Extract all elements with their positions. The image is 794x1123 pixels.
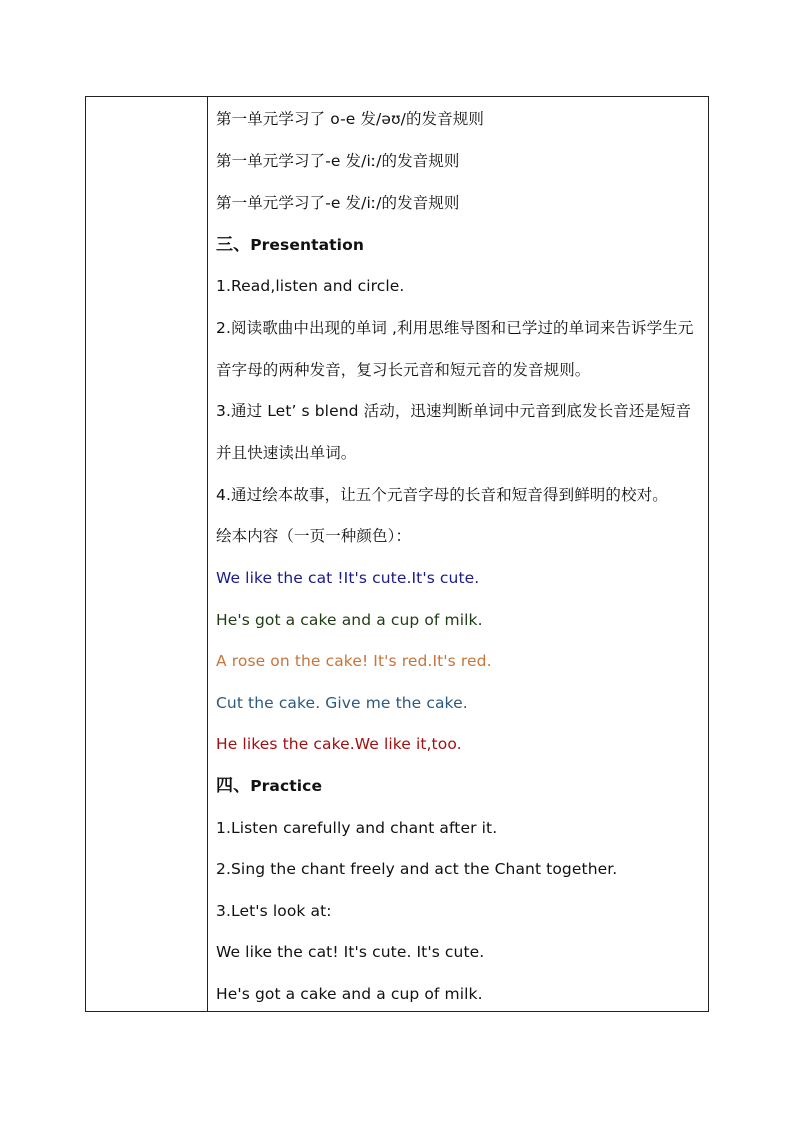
lesson-plan-table bbox=[85, 96, 709, 1012]
presentation-step-3b: 并且快速读出单词。 bbox=[216, 444, 357, 462]
section-title: Practice bbox=[250, 777, 323, 795]
presentation-step-4: 4.通过绘本故事，让五个元音字母的长音和短音得到鲜明的校对。 bbox=[216, 486, 668, 504]
practice-example-1: We like the cat! It's cute. It's cute. bbox=[216, 943, 485, 961]
story-line-5: He likes the cake.We like it,too. bbox=[216, 735, 462, 753]
table-left-cell bbox=[86, 97, 208, 1011]
story-line-2: He's got a cake and a cup of milk. bbox=[216, 611, 483, 629]
story-line-4: Cut the cake. Give me the cake. bbox=[216, 694, 468, 712]
picture-book-label: 绘本内容（一页一种颜色）： bbox=[216, 527, 412, 545]
review-line-3: 第一单元学习了-e 发/iː/的发音规则 bbox=[216, 194, 460, 212]
practice-step-3: 3.Let's look at: bbox=[216, 902, 332, 920]
practice-step-2: 2.Sing the chant freely and act the Chant together. bbox=[216, 860, 618, 878]
section-number: 四、 bbox=[216, 776, 251, 796]
story-line-3: A rose on the cake! It's red.It's red. bbox=[216, 652, 492, 670]
presentation-step-2b: 音字母的两种发音，复习长元音和短元音的发音规则。 bbox=[216, 361, 591, 379]
presentation-step-2a: 2.阅读歌曲中出现的单词 ,利用思维导图和已学过的单词来告诉学生元 bbox=[216, 319, 694, 337]
presentation-step-1: 1.Read,listen and circle. bbox=[216, 277, 405, 295]
review-line-1: 第一单元学习了 o-e 发/əʊ/的发音规则 bbox=[216, 110, 485, 128]
section-heading-presentation bbox=[216, 235, 364, 255]
section-number: 三、 bbox=[216, 235, 251, 255]
section-title: Presentation bbox=[250, 236, 364, 254]
practice-step-1: 1.Listen carefully and chant after it. bbox=[216, 819, 498, 837]
presentation-step-3a: 3.通过 Let’ s blend 活动，迅速判断单词中元音到底发长音还是短音 bbox=[216, 402, 692, 420]
story-line-1: We like the cat !It's cute.It's cute. bbox=[216, 569, 480, 587]
section-heading-practice bbox=[216, 776, 322, 796]
practice-example-2: He's got a cake and a cup of milk. bbox=[216, 985, 483, 1003]
review-line-2: 第一单元学习了-e 发/iː/的发音规则 bbox=[216, 152, 460, 170]
